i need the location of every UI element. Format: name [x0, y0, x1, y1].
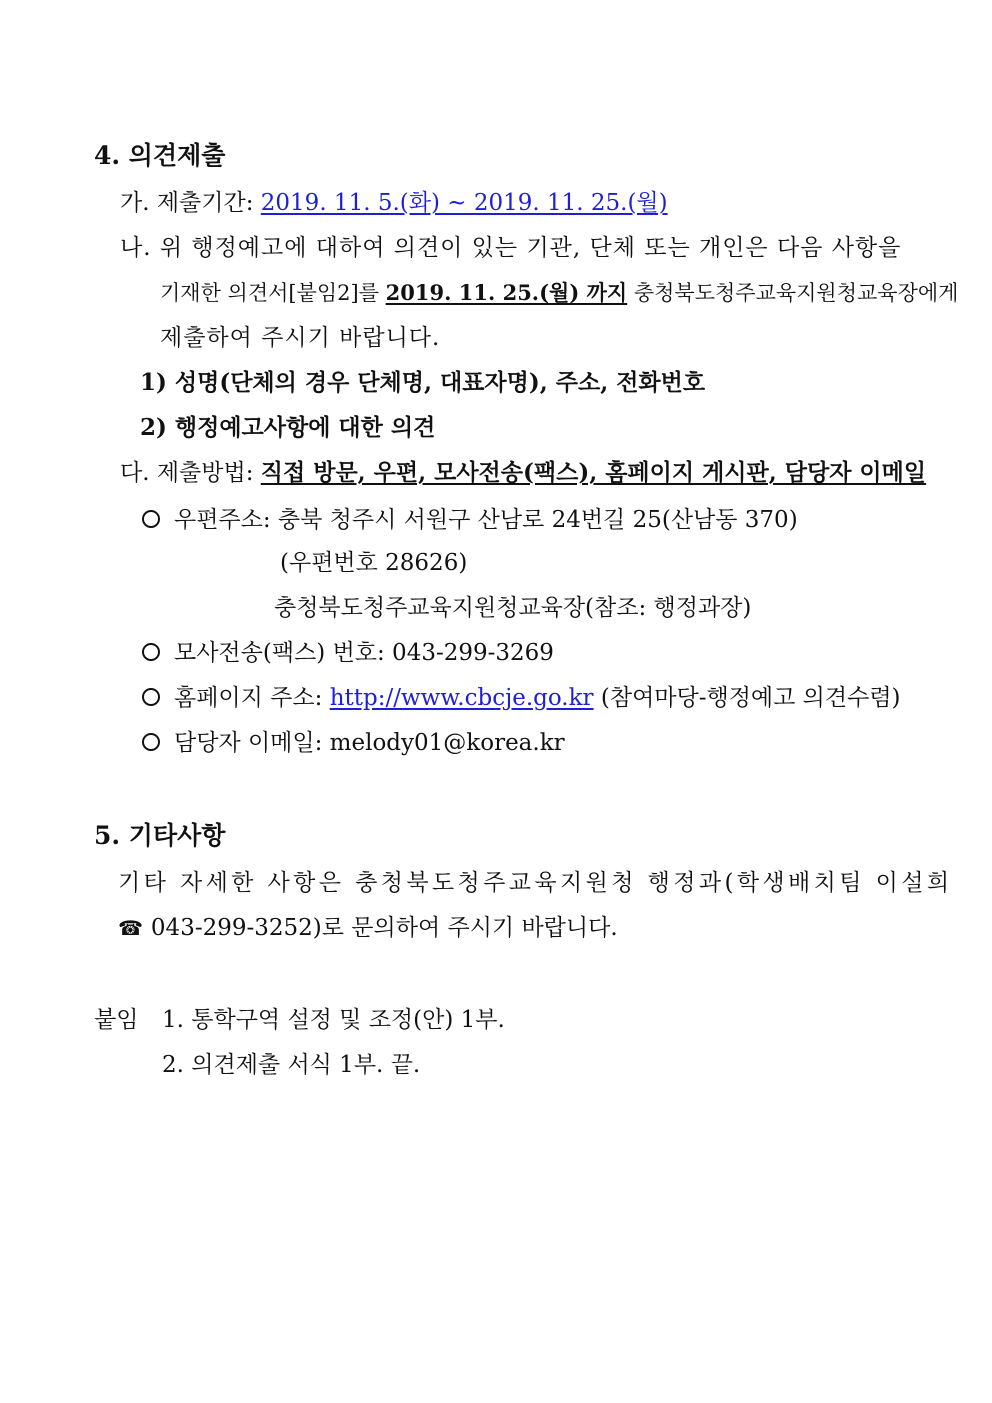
- attachment-item-2: 2. 의견제출 서식 1부. 끝.: [162, 1052, 421, 1078]
- section5-line-2: [118, 913, 618, 943]
- section5-line-2-text: 043-299-3252)로 문의하여 주시기 바랍니다.: [150, 915, 618, 941]
- na-line-3: 제출하여 주시기 바랍니다.: [160, 325, 441, 351]
- na-line-2: [160, 278, 958, 308]
- fax-number: [142, 638, 554, 668]
- submission-methods: [120, 458, 926, 488]
- postal-recipient: 충청북도청주교육지원청교육장(참조: 행정과장): [274, 595, 752, 621]
- na-line-2-post: 충청북도청주교육지원청교육장에게: [627, 281, 959, 305]
- required-item-2: 2) 행정예고사항에 대한 의견: [140, 414, 436, 441]
- telephone-icon: ☎: [118, 916, 143, 940]
- required-item-1: 1) 성명(단체의 경우 단체명, 대표자명), 주소, 전화번호: [140, 369, 706, 396]
- section5-line-1: 기타 자세한 사항은 충청북도청주교육지원청 행정과(학생배치팀 이설희: [118, 870, 953, 896]
- submission-period-value: 2019. 11. 5.(화) ~ 2019. 11. 25.(월): [260, 190, 668, 216]
- contact-email: [142, 728, 565, 758]
- submission-methods-value: 직접 방문, 우편, 모사전송(팩스), 홈페이지 게시판, 담당자 이메일: [260, 459, 927, 486]
- submission-methods-label: 다. 제출방법:: [120, 460, 261, 486]
- circle-bullet-icon: [142, 688, 160, 706]
- submission-period-label: 가. 제출기간:: [120, 190, 254, 216]
- na-line-2-pre: 기재한 의견서[붙임2]를: [160, 281, 386, 305]
- na-line-1: 나. 위 행정예고에 대하여 의견이 있는 기관, 단체 또는 개인은 다음 사항을: [120, 235, 902, 261]
- homepage-label: 홈페이지 주소:: [174, 685, 330, 711]
- postal-address: [142, 505, 798, 535]
- homepage-link[interactable]: http://www.cbcje.go.kr: [329, 685, 594, 711]
- circle-bullet-icon: [142, 643, 160, 661]
- contact-email-text: 담당자 이메일: melody01@korea.kr: [174, 730, 565, 756]
- postal-code: (우편번호 28626): [280, 550, 468, 576]
- circle-bullet-icon: [142, 733, 160, 751]
- submission-period: [120, 188, 668, 218]
- homepage-note: (참여마당-행정예고 의견수렴): [593, 685, 901, 711]
- circle-bullet-icon: [142, 510, 160, 528]
- deadline-date: 2019. 11. 25.(월) 까지: [385, 280, 628, 305]
- attachments-label: 붙임: [94, 1007, 139, 1033]
- homepage: [142, 683, 901, 713]
- section4-heading: 4. 의견제출: [94, 141, 226, 170]
- fax-number-text: 모사전송(팩스) 번호: 043-299-3269: [174, 640, 554, 666]
- section5-heading: 5. 기타사항: [94, 821, 226, 850]
- attachment-item-1: 1. 통학구역 설정 및 조정(안) 1부.: [162, 1007, 505, 1033]
- postal-address-text: 우편주소: 충북 청주시 서원구 산남로 24번길 25(산남동 370): [174, 507, 798, 533]
